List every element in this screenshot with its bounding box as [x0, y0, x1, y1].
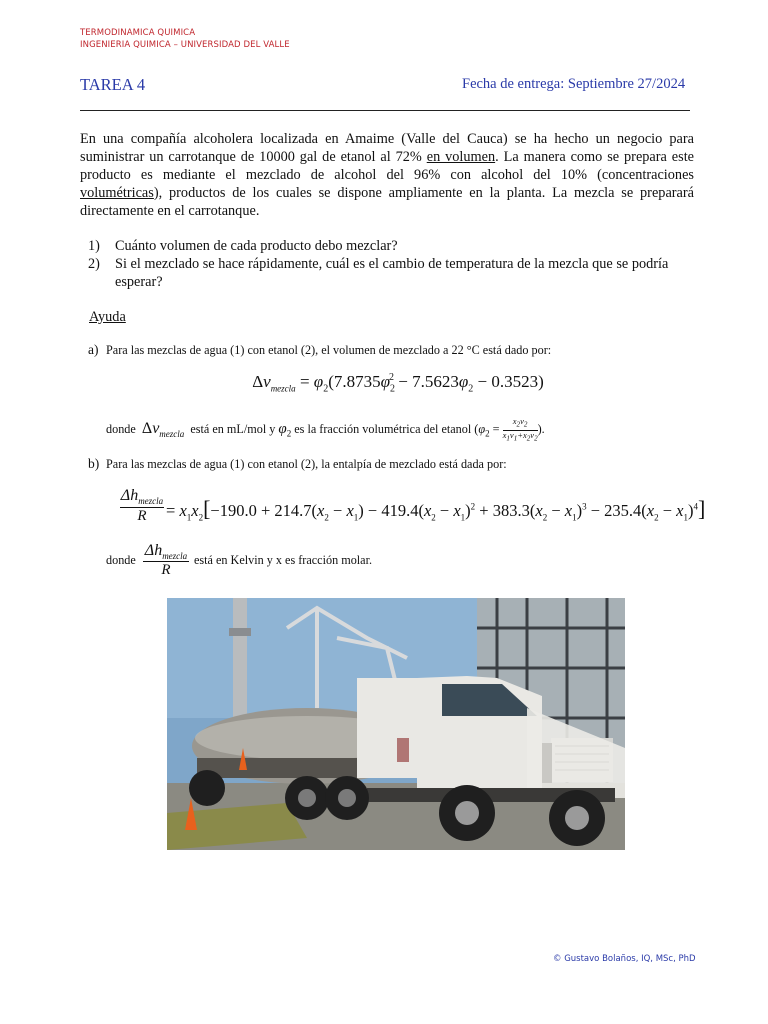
intro-part-3: ), productos de los cuales se dispone ampliamente en la planta. La mezcla se preparará directamente en el carrotanque. [80, 185, 694, 219]
header-course: TERMODINAMICA QUIMICA [80, 28, 196, 38]
equation-enthalpy-mixing: $\Delta h_{mezcla}$ R = $x_1x_2[-190.0 + 214.7(x_2 - x_1) - 419.4(x_2 - x_1)^2 + 383.3(x_2 - x_1)^3 - 235.4(x_2 - x_1)^4]$ [120, 487, 706, 525]
help-heading: Ayuda [89, 309, 126, 325]
question-1-number: 1) [88, 238, 100, 254]
truck-illustration [167, 598, 625, 850]
question-1-text: Cuánto volumen de cada producto debo mezclar? [115, 238, 398, 254]
help-b-text: Para las mezclas de agua (1) con etanol (2), la entalpía de mezclado está dada por: [106, 457, 507, 471]
question-2 [88, 256, 696, 292]
definition-volume: donde $\Delta v_{mezcla}$ está en mL/mol y $\varphi_2$ es la fracción volumétrica del etanol ($\varphi_2$ = $\frac{x_2v_2}{x_1v_1+x_2v_2}$ ). [106, 416, 545, 443]
eq2-a2: 419.4 [381, 501, 419, 520]
donde1-end-text: es la fracción volumétrica del etanol ( [294, 421, 479, 436]
eq2-a4: 235.4 [604, 501, 642, 520]
eq1-coef-1: 7.8735 [333, 372, 381, 391]
assignment-title: TAREA 4 [80, 75, 146, 94]
equation-volume-mixing: $\Delta v_{mezcla} = \varphi_2(7.8735\varphi_2^2 - 7.5623\varphi_2 - 0.3523)$ [252, 372, 544, 395]
eq2-a3: 383.3 [492, 501, 530, 520]
help-a-text: Para las mezclas de agua (1) con etanol (2), el volumen de mezclado a 22 °C está dado por: [106, 343, 552, 357]
intro-part-2: . La manera como se prepara este producto es mediante el mezclado de alcohol del 96% con alcohol del 10% (concentraciones [80, 149, 695, 183]
problem-statement [80, 130, 694, 220]
donde-label-1: donde [106, 421, 136, 436]
eq2-a1: 214.7 [274, 501, 312, 520]
question-2-number: 2) [88, 256, 100, 272]
intro-underline-volumetric: volumétricas [80, 185, 154, 201]
help-a-label: a) [88, 342, 99, 357]
eq1-coef-3: 0.3523 [491, 372, 539, 391]
eq2-a0: 190.0 [219, 501, 257, 520]
help-b-label: b) [88, 456, 100, 471]
donde-label-2: donde [106, 553, 136, 567]
eq1-coef-2: 7.5623 [412, 372, 459, 391]
donde1-close: ). [537, 421, 545, 436]
due-date: Fecha de entrega: Septiembre 27/2024 [462, 76, 686, 92]
volume-fraction-formula: $\frac{x_2v_2}{x_1v_1+x_2v_2}$ [502, 416, 538, 443]
question-1 [88, 238, 696, 256]
tanker-truck-photo [167, 598, 625, 850]
intro-underline-volume: en volumen [426, 149, 496, 165]
donde1-mid-text: está en mL/mol y [190, 421, 276, 436]
header-program: INGENIERIA QUIMICA – UNIVERSIDAD DEL VALLE [80, 40, 290, 50]
footer-credit: © Gustavo Bolaños, IQ, MSc, PhD [553, 954, 696, 964]
question-2-text: Si el mezclado se hace rápidamente, cuál es el cambio de temperatura de la mezcla que se podría esperar? [115, 256, 669, 290]
donde2-end-text: está en Kelvin y x es fracción molar. [194, 553, 373, 567]
divider [80, 110, 690, 111]
intro-part-1: En una compañía alcoholera localizada en Amaime (Valle del Cauca) se ha hecho un negocio para suministrar un carrotanque de 10000 gal de etanol al 72% [80, 131, 694, 165]
